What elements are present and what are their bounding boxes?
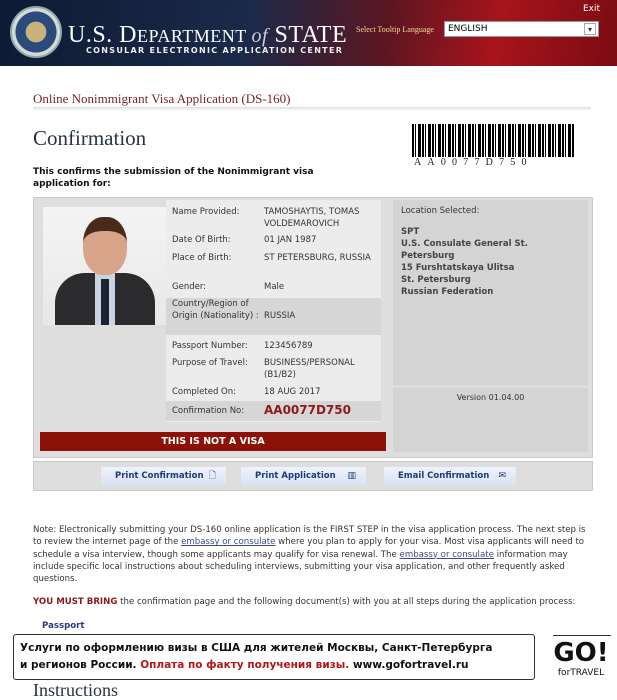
note-text: where you plan to apply for your visa. Most visa applicants will need to schedule a visa interview, though some applicants may qualify for visa renewal. The <box>33 537 585 560</box>
email-confirmation-button[interactable] <box>384 467 516 485</box>
button-label: Print Application <box>255 471 336 481</box>
label: Country/Region of Origin (Nationality) : <box>172 299 259 321</box>
intro-text: This confirms the submission of the Nonimmigrant visa application for: <box>33 167 314 189</box>
button-label: Print Confirmation <box>115 471 204 481</box>
dept-name-b: EPARTMENT <box>137 26 252 46</box>
ad-highlight: Оплата по факту получения визы. <box>140 659 350 671</box>
bring-paragraph <box>33 596 588 608</box>
page-title: Confirmation <box>33 126 147 150</box>
ad-banner <box>13 634 535 680</box>
label: Completed On: <box>172 387 237 397</box>
tooltip-language-label: Select Tooltip Language <box>356 25 434 34</box>
instructions-heading: Instructions <box>33 680 118 700</box>
logo-sub: forTRAVEL <box>557 668 605 678</box>
version-text: Version 01.04.00 <box>456 393 525 402</box>
confirmation-number: AA0077D750 <box>264 403 351 417</box>
application-title: Online Nonimmigrant Visa Application (DS-160) <box>33 91 291 106</box>
label: Purpose of Travel: <box>172 358 248 368</box>
department-title <box>68 22 347 49</box>
applicant-photo <box>43 207 166 325</box>
language-value: ENGLISH <box>448 24 488 34</box>
language-select[interactable] <box>444 21 599 37</box>
print-confirmation-button[interactable] <box>101 467 226 485</box>
embassy-link[interactable]: embassy or consulate <box>181 537 276 548</box>
bring-text: the confirmation page and the following document(s) with you at all steps during the application process: <box>117 597 576 607</box>
dept-name-a: U.S. D <box>68 22 138 48</box>
label: Date Of Birth: <box>172 235 231 245</box>
value: BUSINESS/PERSONAL (B1/B2) <box>264 358 355 380</box>
ad-line <box>20 657 528 674</box>
not-a-visa-banner: THIS IS NOT A VISA <box>40 432 386 451</box>
dept-name-of: of <box>251 25 269 47</box>
passport-list-item: Passport <box>42 621 85 631</box>
value: RUSSIA <box>264 311 296 321</box>
envelope-icon: ✉ <box>498 471 506 481</box>
location-line: Russian Federation <box>401 287 494 297</box>
embassy-link[interactable]: embassy or consulate <box>399 549 494 560</box>
location-line: St. Petersburg <box>401 275 471 285</box>
ad-text: и регионов России. <box>20 659 141 671</box>
chevron-down-icon: ▾ <box>584 23 596 35</box>
label: Place of Birth: <box>172 253 232 263</box>
button-label: Email Confirmation <box>398 471 490 481</box>
barcode-image <box>412 124 574 157</box>
note-text: information may include specific local instructions about scheduling interviews, submitting your visa application, and other frequently asked questions. <box>33 549 568 585</box>
divider <box>33 107 591 111</box>
arrow-icon <box>553 635 611 636</box>
barcode-text: AA0077D750 <box>414 157 533 168</box>
ad-url: www.gofortravel.ru <box>349 659 469 671</box>
value: 18 AUG 2017 <box>264 387 321 397</box>
site-header <box>0 0 617 66</box>
value: Male <box>264 282 285 292</box>
department-seal-icon <box>10 6 62 58</box>
value: 01 JAN 1987 <box>264 235 317 245</box>
bring-emphasis: YOU MUST BRING <box>33 597 118 607</box>
value: 123456789 <box>264 341 313 351</box>
note-text: Note: Electronically submitting your DS-160 online application is the FIRST STEP in the visa application process. The next step is to review the internet page of the <box>33 525 586 548</box>
note-paragraph <box>33 524 588 585</box>
location-info <box>401 226 571 298</box>
value: ST PETERSBURG, RUSSIA <box>264 253 371 263</box>
print-application-button[interactable] <box>241 467 366 485</box>
location-panel <box>393 200 588 385</box>
exit-link[interactable]: Exit <box>583 4 601 14</box>
pages-icon: ▥ <box>347 471 356 481</box>
document-icon: 🗋 <box>208 471 216 481</box>
logo-go: GO! <box>553 638 609 668</box>
action-bar <box>33 461 593 491</box>
applicant-info <box>166 200 381 422</box>
dept-name-state: STATE <box>268 22 348 48</box>
location-line: U.S. Consulate General St. Petersburg <box>401 239 528 261</box>
info-row-nationality <box>166 298 381 335</box>
label: Name Provided: <box>172 207 240 217</box>
label: Confirmation No: <box>172 406 245 416</box>
version-panel <box>393 388 588 452</box>
location-label: Location Selected: <box>401 206 480 216</box>
info-row-confirmation <box>166 401 381 421</box>
value: TAMOSHAYTIS, TOMAS VOLDEMAROVICH <box>264 207 360 229</box>
ad-line: Услуги по оформлению визы в США для жителей Москвы, Санкт-Петербурга <box>20 642 493 654</box>
location-line: SPT <box>401 227 420 237</box>
label: Passport Number: <box>172 341 248 351</box>
label: Gender: <box>172 282 207 292</box>
location-line: 15 Furshtatskaya Ulitsa <box>401 263 515 273</box>
gofortravel-logo <box>545 630 617 690</box>
ceac-subtitle: CONSULAR ELECTRONIC APPLICATION CENTER <box>86 46 344 55</box>
